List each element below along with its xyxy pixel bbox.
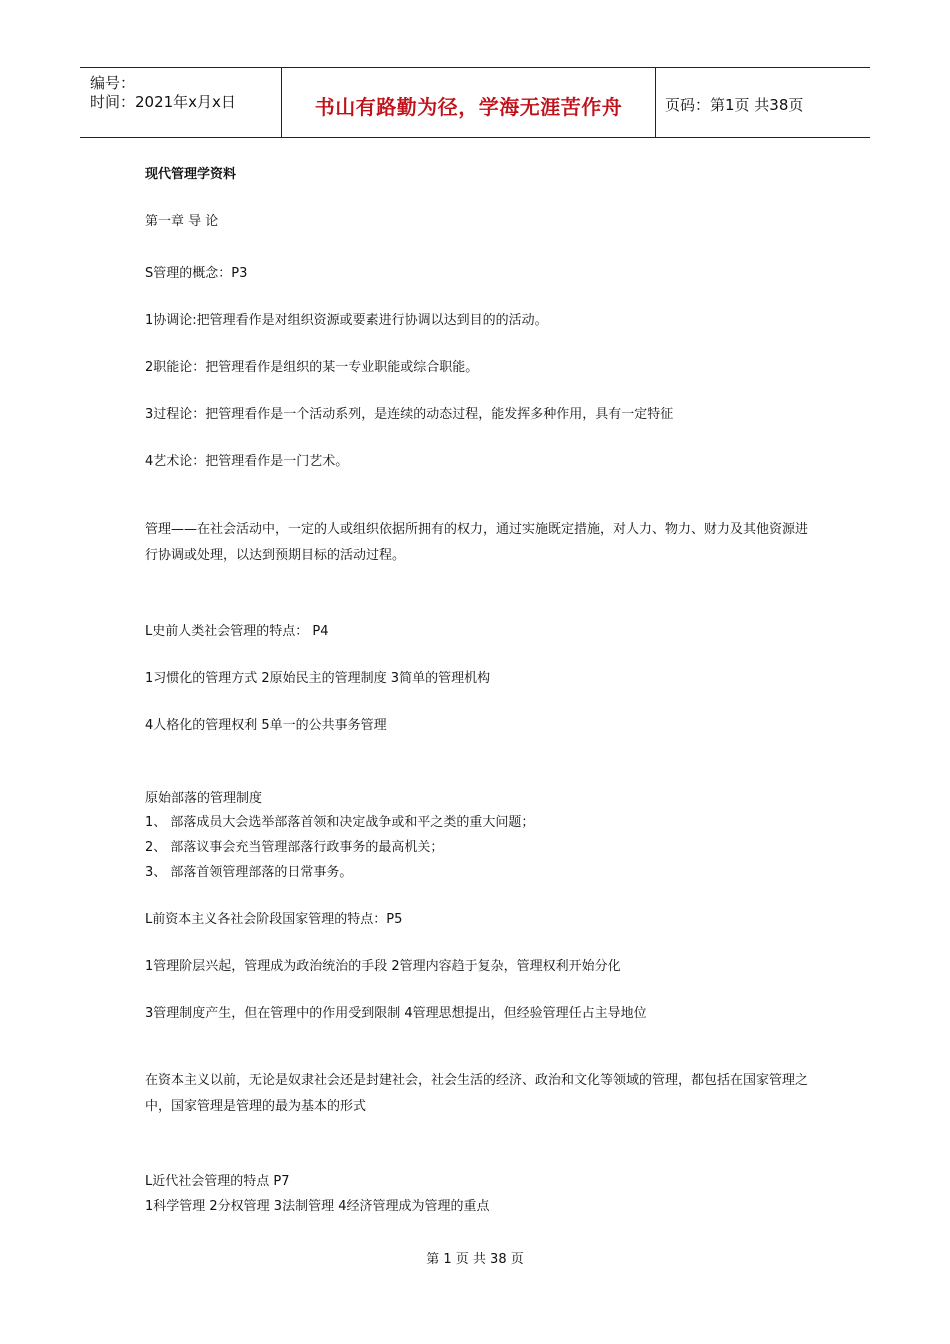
document-title: 现代管理学资料 [145, 167, 237, 182]
number-label: 编号： [90, 74, 136, 92]
modern-heading: L近代社会管理的特点 P7 [145, 1174, 290, 1189]
header-motto: 书山有路勤为径，学海无涯苦作舟 [314, 95, 623, 119]
precapitalist-paragraph: 在资本主义以前，无论是奴隶社会还是封建社会，社会生活的经济、政治和文化等领域的管理，都包括在国家管理之中，国家管理是管理的最为基本的形式 [145, 1073, 809, 1114]
precapitalist-features-2: 3管理制度产生，但在管理中的作用受到限制 4管理思想提出，但经验管理任占主导地位 [145, 1006, 647, 1021]
document-header [80, 67, 870, 138]
prehistoric-features-2: 4人格化的管理权利 5单一的公共事务管理 [145, 718, 387, 733]
prehistoric-heading: L史前人类社会管理的特点： P4 [145, 624, 329, 639]
header-middle-cell [281, 68, 656, 137]
tribal-item: 3、 部落首领管理部落的日常事务。 [145, 865, 353, 880]
precapitalist-heading: L前资本主义各社会阶段国家管理的特点：P5 [145, 912, 403, 927]
header-page-info: 页码：第1页 共38页 [665, 96, 804, 114]
prehistoric-features-1: 1习惯化的管理方式 2原始民主的管理制度 3简单的管理机构 [145, 671, 491, 686]
tribal-heading: 原始部落的管理制度 [145, 791, 263, 806]
concept-item: 4艺术论：把管理看作是一门艺术。 [145, 454, 349, 469]
precapitalist-features-1: 1管理阶层兴起，管理成为政治统治的手段 2管理内容趋于复杂，管理权利开始分化 [145, 959, 621, 974]
page-footer: 第 1 页 共 38 页 [426, 1252, 524, 1267]
chapter-title: 第一章 导 论 [145, 214, 219, 229]
modern-features: 1科学管理 2分权管理 3法制管理 4经济管理成为管理的重点 [145, 1199, 490, 1214]
concept-item: 2职能论：把管理看作是组织的某一专业职能或综合职能。 [145, 360, 479, 375]
tribal-item: 2、 部落议事会充当管理部落行政事务的最高机关； [145, 840, 444, 855]
header-left-cell [80, 68, 280, 137]
concept-item: 1协调论:把管理看作是对组织资源或要素进行协调以达到目的的活动。 [145, 313, 548, 328]
concept-item: 3过程论：把管理看作是一个活动系列，是连续的动态过程，能发挥多种作用，具有一定特征 [145, 407, 674, 422]
management-definition: 管理——在社会活动中，一定的人或组织依据所拥有的权力，通过实施既定措施，对人力、物力、财力及其他资源进行协调或处理，以达到预期目标的活动过程。 [145, 522, 809, 563]
concept-heading: S管理的概念：P3 [145, 266, 248, 281]
tribal-item: 1、 部落成员大会选举部落首领和决定战争或和平之类的重大问题； [145, 815, 535, 830]
header-right-cell [655, 68, 870, 137]
date-line: 时间：2021年x月x日 [90, 93, 236, 111]
